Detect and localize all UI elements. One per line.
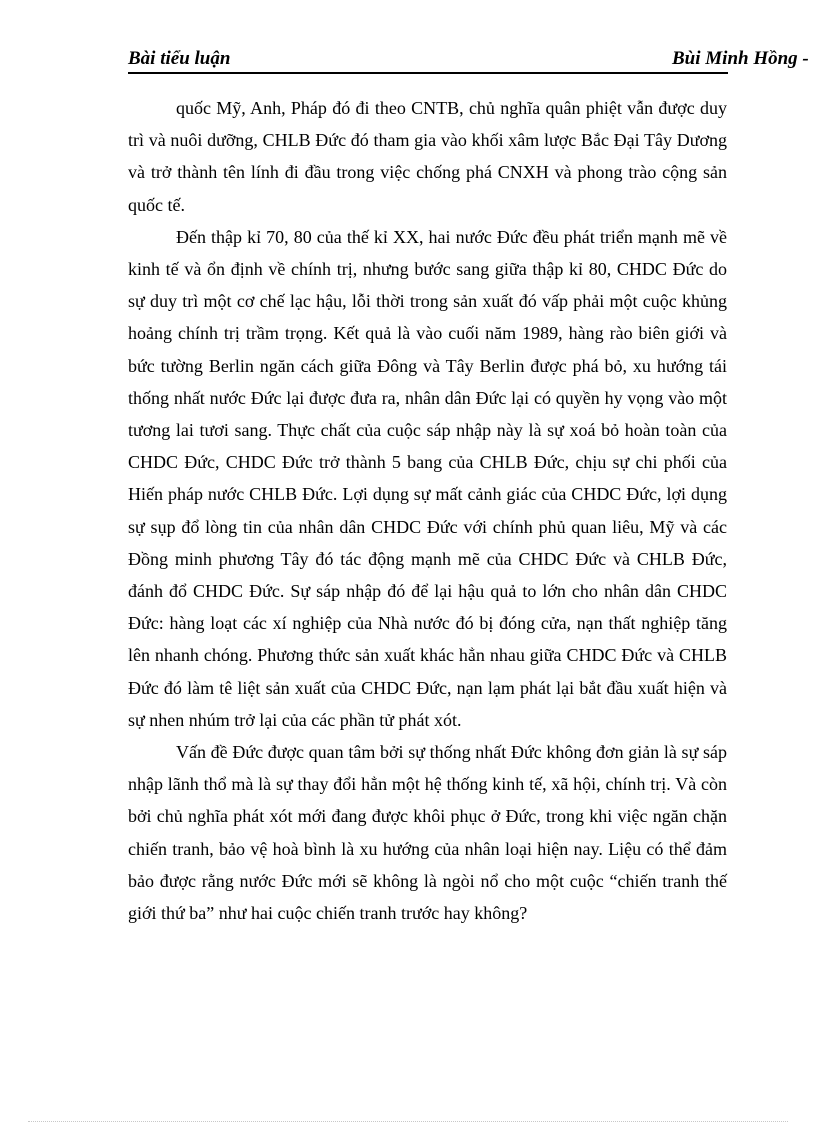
document-body xyxy=(128,92,727,929)
header-title: Bài tiểu luận xyxy=(128,48,231,69)
paragraph: Vấn đề Đức được quan tâm bởi sự thống nhất Đức không đơn giản là sự sáp nhập lãnh thổ mà là sự thay đổi hẳn một hệ thống kinh tế, xã hội, chính trị. Và còn bởi chủ nghĩa phát xót mới đang được khôi phục ở Đức, trong khi việc ngăn chặn chiến tranh, bảo vệ hoà bình là xu hướng của nhân loại hiện nay. Liệu có thể đảm bảo được rằng nước Đức mới sẽ không là ngòi nổ cho một cuộc “chiến tranh thế giới thứ ba” như hai cuộc chiến tranh trước hay không? xyxy=(128,742,727,924)
paragraph: Đến thập kỉ 70, 80 của thế kỉ XX, hai nước Đức đều phát triển mạnh mẽ về kinh tế và ổn định về chính trị, nhưng bước sang giữa thập kỉ 80, CHDC Đức do sự duy trì một cơ chế lạc hậu, lỗi thời trong sản xuất đó vấp phải một cuộc khủng hoảng chính trị trầm trọng. Kết quả là vào cuối năm 1989, hàng rào biên giới và bức tường Berlin ngăn cách giữa Đông và Tây Berlin được phá bỏ, xu hướng tái thống nhất nước Đức lại được đưa ra, nhân dân Đức lại có quyền hy vọng vào một tương lai tươi sang. Thực chất của cuộc sáp nhập này là sự xoá bỏ hoàn toàn của CHDC Đức, CHDC Đức trở thành 5 bang của CHLB Đức, chịu sự chi phối của Hiến pháp nước CHLB Đức. Lợi dụng sự mất cảnh giác của CHDC Đức, lợi dụng sự sụp đổ lòng tin của nhân dân CHDC Đức với chính phủ quan liêu, Mỹ và các Đồng minh phương Tây đó tác động mạnh mẽ của CHDC Đức và CHLB Đức, đánh đổ CHDC Đức. Sự sáp nhập đó để lại hậu quả to lớn cho nhân dân CHDC Đức: hàng loạt các xí nghiệp của Nhà nước đó bị đóng cửa, nạn thất nghiệp tăng lên nhanh chóng. Phương thức sản xuất khác hẳn nhau giữa CHDC Đức và CHLB Đức đó làm tê liệt sản xuất của CHDC Đức, nạn lạm phát lại bắt đầu xuất hiện và sự nhen nhúm trở lại của các phần tử phát xót. xyxy=(128,226,727,730)
page-bottom-divider xyxy=(28,1121,788,1122)
page-header xyxy=(128,48,816,74)
header-divider xyxy=(128,72,728,74)
paragraph: quốc Mỹ, Anh, Pháp đó đi theo CNTB, chủ nghĩa quân phiệt vẫn được duy trì và nuôi dưỡng, CHLB Đức đó tham gia vào khối xâm lược Bắc Đại Tây Dương và trở thành tên lính đi đầu trong việc chống phá CNXH và phong trào cộng sản quốc tế. xyxy=(128,98,727,215)
header-author: Bùi Minh Hồng - xyxy=(672,48,809,69)
